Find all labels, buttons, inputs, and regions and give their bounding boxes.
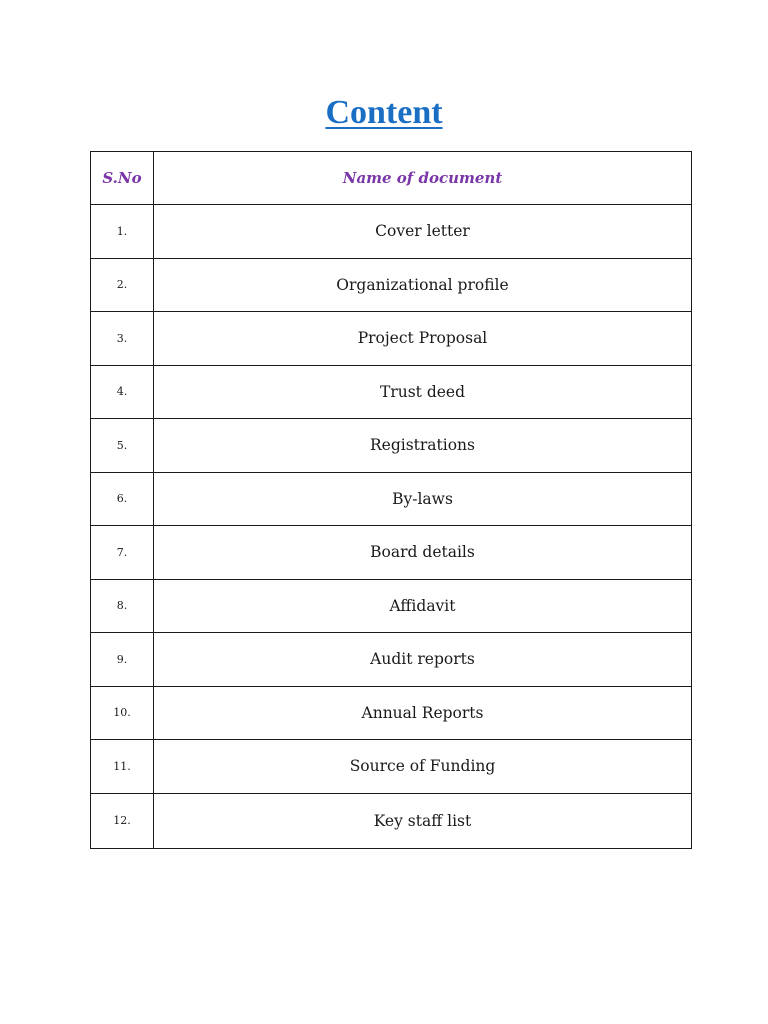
- table-row: [91, 419, 692, 473]
- document-name: Key staff list: [154, 793, 692, 848]
- table-header-row: [91, 152, 692, 205]
- document-name: Audit reports: [154, 633, 692, 687]
- sno-column-header: S.No: [91, 152, 154, 205]
- table-row: [91, 205, 692, 259]
- document-name: Trust deed: [154, 365, 692, 419]
- row-number: 11.: [91, 740, 154, 794]
- document-name-column-header: Name of document: [154, 152, 692, 205]
- row-number: 6.: [91, 472, 154, 526]
- table-row: [91, 365, 692, 419]
- row-number: 12.: [91, 793, 154, 848]
- document-name: Board details: [154, 526, 692, 580]
- contents-table: [90, 151, 692, 849]
- table-row: [91, 472, 692, 526]
- row-number: 3.: [91, 312, 154, 366]
- document-name: Registrations: [154, 419, 692, 473]
- document-name: Annual Reports: [154, 686, 692, 740]
- row-number: 8.: [91, 579, 154, 633]
- table-row: [91, 312, 692, 366]
- table-row: [91, 258, 692, 312]
- document-name: Cover letter: [154, 205, 692, 259]
- row-number: 10.: [91, 686, 154, 740]
- row-number: 4.: [91, 365, 154, 419]
- row-number: 9.: [91, 633, 154, 687]
- table-row: [91, 793, 692, 848]
- table-row: [91, 579, 692, 633]
- document-name: By-laws: [154, 472, 692, 526]
- row-number: 2.: [91, 258, 154, 312]
- table-row: [91, 686, 692, 740]
- row-number: 5.: [91, 419, 154, 473]
- row-number: 7.: [91, 526, 154, 580]
- table-row: [91, 633, 692, 687]
- table-row: [91, 740, 692, 794]
- table-row: [91, 526, 692, 580]
- page-title: Content: [325, 94, 443, 131]
- document-name: Affidavit: [154, 579, 692, 633]
- document-name: Project Proposal: [154, 312, 692, 366]
- document-name: Source of Funding: [154, 740, 692, 794]
- document-name: Organizational profile: [154, 258, 692, 312]
- row-number: 1.: [91, 205, 154, 259]
